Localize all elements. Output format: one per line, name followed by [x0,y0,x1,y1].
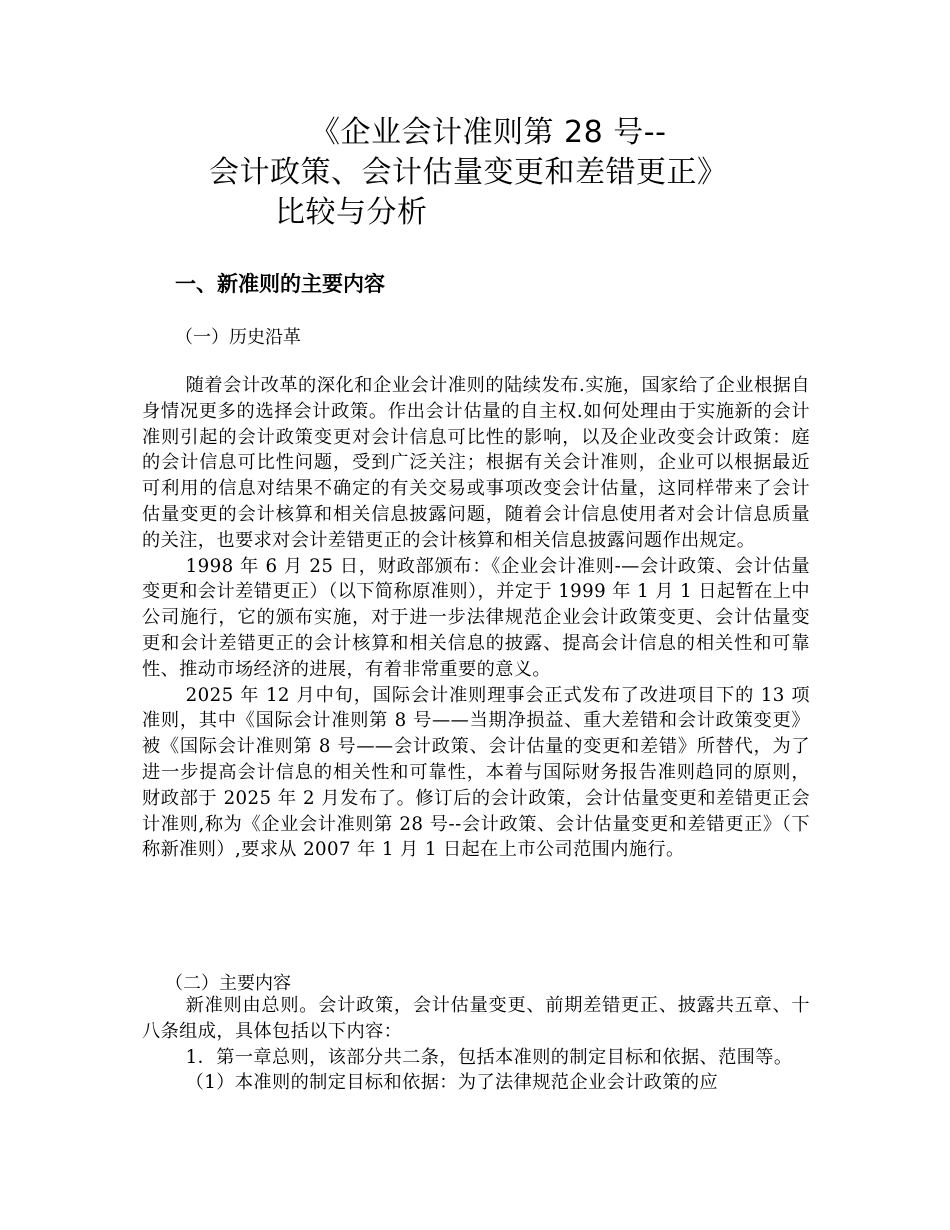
paragraph: 1．第一章总则，该部分共二条，包括本准则的制定目标和依据、范围等。 [185,1046,793,1068]
subsection-heading-main-content: （二）主要内容 [165,973,291,994]
subsection-heading-history: （一）历史沿革 [175,327,301,348]
paragraph: 新准则由总则。会计政策，会计估量变更、前期差错更正、披露共五章、十八条组成，具体包括以下内容： [142,995,810,1042]
paragraph: 2025 年 12 月中旬，国际会计准则理事会正式发布了改进项目下的 13 项准则，其中《国际会计准则第 8 号——当期净损益、重大差错和会计政策变更》被《国际会计准则第 8 号——会计政策、会计估量的变更和差错》所替代，为了进一步提高会计信息的相关性和可靠性，本着与国际财务报告准则趋同的原则，财政部于 2025 年 2 月发布了。修订后的会计政策，会计估量变更和差错更正会计准则,称为《企业会计准则第 28 号--会计政策、会计估量变更和差错更正》（下称新准则）,要求从 2007 年 1 月 1 日起在上市公司范围内施行。 [142,684,810,861]
paragraph: 1998 年 6 月 25 日，财政部颁布：《企业会计准则-—会计政策、会计估量变更和会计差错更正）（以下简称原准则），并定于 1999 年 1 月 1 日起暂在上中公司施行，它的颁布实施，对于进一步法律规范企业会计政策变更、会计估量变更和会计差错更正的会计核算和相关信息的披露、提高会计信息的相关性和可靠性、推动市场经济的进展，有着非常重要的意义。 [142,555,810,680]
main-content-body [142,993,810,1096]
document-title-line-3: 比较与分析 [275,195,428,230]
paragraph: 随着会计改革的深化和企业会计准则的陆续发布.实施，国家给了企业根据自身情况更多的选择会计政策。作出会计估量的自主权.如何处理由于实施新的会计准则引起的会计政策变更对会计信息可比性的影响，以及企业改变会计政策：庭的会计信息可比性问题，受到广泛关注；根据有关会计准则，企业可以根据最近可利用的信息对结果不确定的有关交易或事项改变会计估量，这同样带来了会计估量变更的会计核算和相关信息披露问题，随着会计信息使用者对会计信息质量的关注，也要求对会计差错更正的会计核算和相关信息披露问题作出规定。 [142,375,810,551]
history-body [142,373,810,863]
document-title-line-2: 会计政策、会计估量变更和差错更正》 [209,155,728,190]
paragraph: （1）本准则的制定目标和依据：为了法律规范企业会计政策的应 [185,1072,719,1094]
section-heading: 一、新准则的主要内容 [175,272,385,296]
document-title-line-1: 《企业会计准则第 28 号-- [310,115,667,150]
